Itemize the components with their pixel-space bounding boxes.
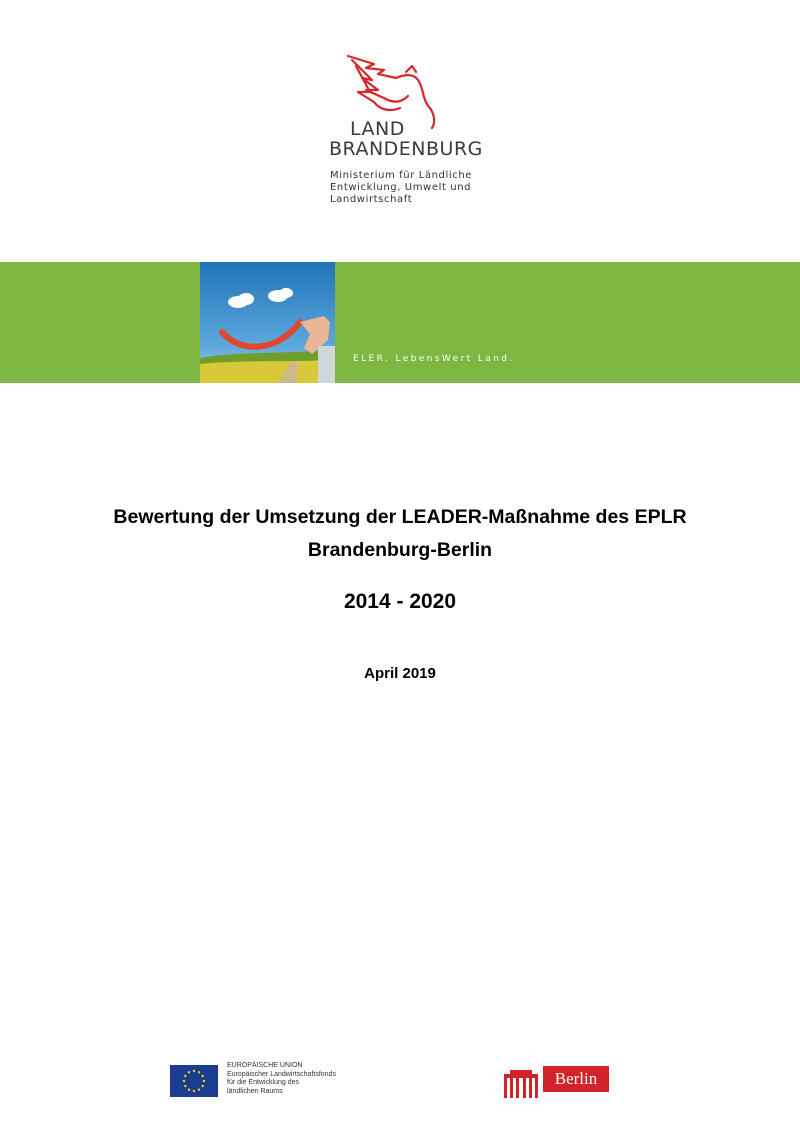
eu-text-line: für die Entwicklung des <box>227 1079 299 1086</box>
ministry-line: Entwicklung, Umwelt und <box>330 182 472 193</box>
eler-banner <box>0 262 800 383</box>
document-date: April 2019 <box>364 665 436 682</box>
eu-flag-icon <box>170 1065 218 1097</box>
smile-landscape-image <box>200 262 335 383</box>
ministry-name <box>330 170 472 206</box>
document-title-line-2: Brandenburg-Berlin <box>307 539 493 561</box>
berlin-wordmark: Berlin <box>543 1066 609 1092</box>
eu-text-line: Europäischer Landwirtschaftsfonds <box>227 1070 336 1078</box>
eu-text-line: ländlichen Raums <box>227 1087 283 1095</box>
brandenburg-gate-icon <box>500 1066 542 1100</box>
eu-fund-text <box>227 1062 336 1096</box>
document-title-line-1: Bewertung der Umsetzung der LEADER-Maßnahme des EPLR <box>113 506 687 528</box>
ministry-line: Ministerium für Ländliche <box>330 170 473 181</box>
berlin-logo <box>500 1066 610 1100</box>
ministry-line: Landwirtschaft <box>330 194 413 205</box>
land-brandenburg-logo <box>326 52 483 212</box>
logo-state-text: BRANDENBURG <box>329 138 483 160</box>
eu-funding-logo <box>170 1062 340 1102</box>
document-period: 2014 - 2020 <box>343 590 457 613</box>
logo-land-text: LAND <box>350 118 405 140</box>
banner-tagline: ELER. LebensWert Land. <box>353 354 515 364</box>
eu-text-line: EUROPÄISCHE UNION <box>227 1062 303 1069</box>
